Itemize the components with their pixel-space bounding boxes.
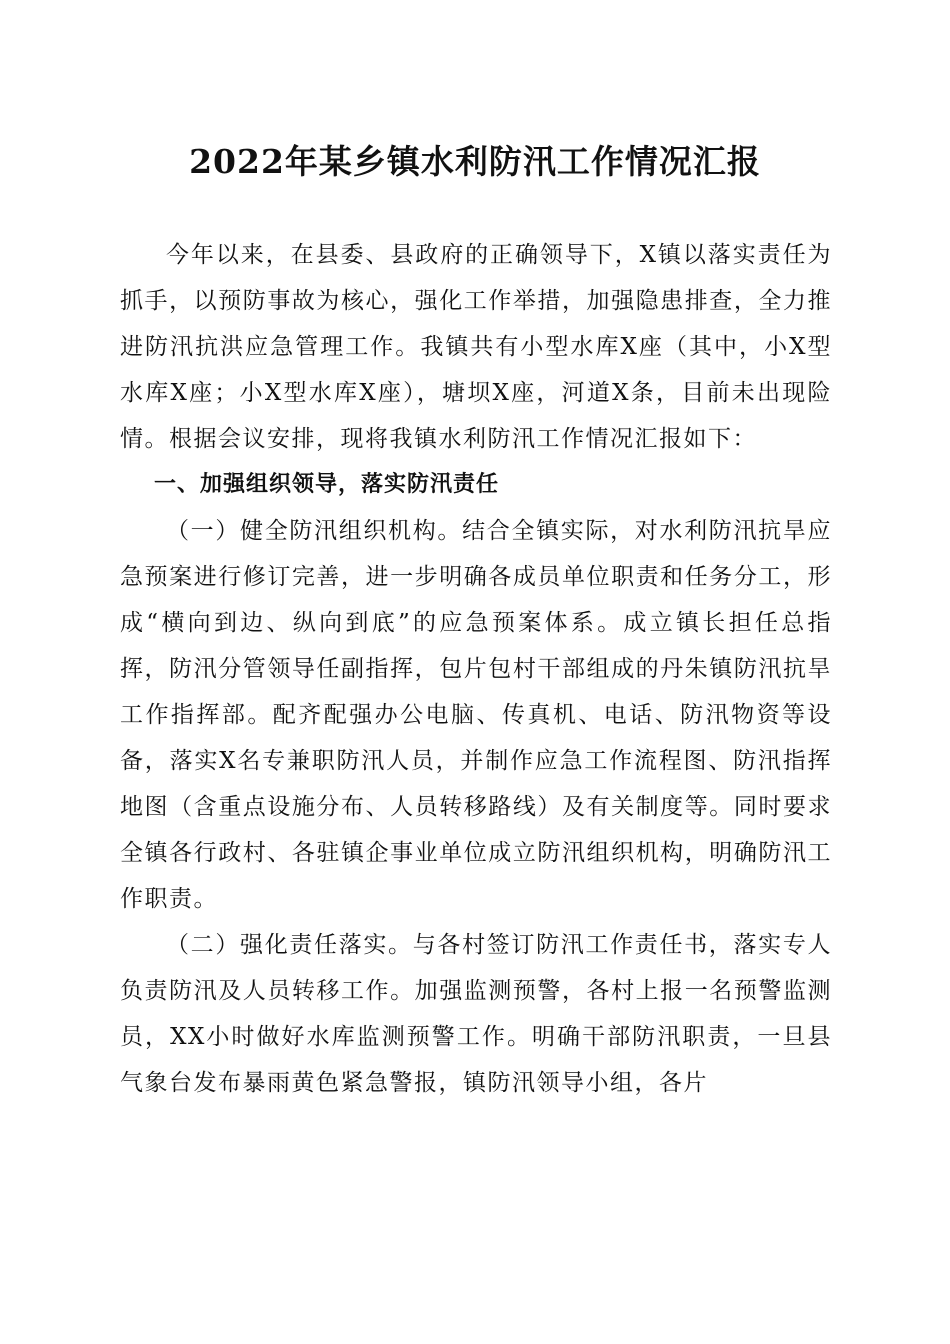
document-title: 2022年某乡镇水利防汛工作情况汇报 [189, 142, 761, 181]
section-1-heading: 一、加强组织领导，落实防汛责任 [154, 472, 500, 497]
section-1-item-1-text: 结合全镇实际，对水利防汛抗旱应急预案进行修订完善，进一步明确各成员单位职责和任务分工，形成“横向到边、纵向到底”的应急预案体系。成立镇长担任总指挥，防汛分管领导任副指挥，包片包村干部组成的丹朱镇防汛抗旱工作指挥部。配齐配强办公电脑、传真机、电话、防汛物资等设备，落实X名专兼职防汛人员，并制作应急工作流程图、防汛指挥地图（含重点设施分布、人员转移路线）及有关制度等。同时要求全镇各行政村、各驻镇企事业单位成立防汛组织机构，明确防汛工作职责。 [120, 518, 833, 912]
section-1-item-1-paragraph [120, 508, 832, 922]
document-body [120, 232, 832, 1106]
section-1-item-2-lead: （二）强化责任落实。 [166, 932, 413, 958]
section-1-item-2-paragraph [120, 922, 832, 1106]
intro-paragraph: 今年以来，在县委、县政府的正确领导下，X镇以落实责任为抓手，以预防事故为核心，强化工作举措，加强隐患排查，全力推进防汛抗洪应急管理工作。我镇共有小型水库X座（其中，小X型水库X座；小X型水库X座），塘坝X座，河道X条，目前未出现险情。根据会议安排，现将我镇水利防汛工作情况汇报如下： [120, 242, 832, 452]
section-1-item-1-lead: （一）健全防汛组织机构。 [166, 518, 463, 544]
section-1-item-2-text: 与各村签订防汛工作责任书，落实专人负责防汛及人员转移工作。加强监测预警，各村上报一名预警监测员，XX小时做好水库监测预警工作。明确干部防汛职责，一旦县气象台发布暴雨黄色紧急警报，镇防汛领导小组，各片 [120, 932, 833, 1096]
